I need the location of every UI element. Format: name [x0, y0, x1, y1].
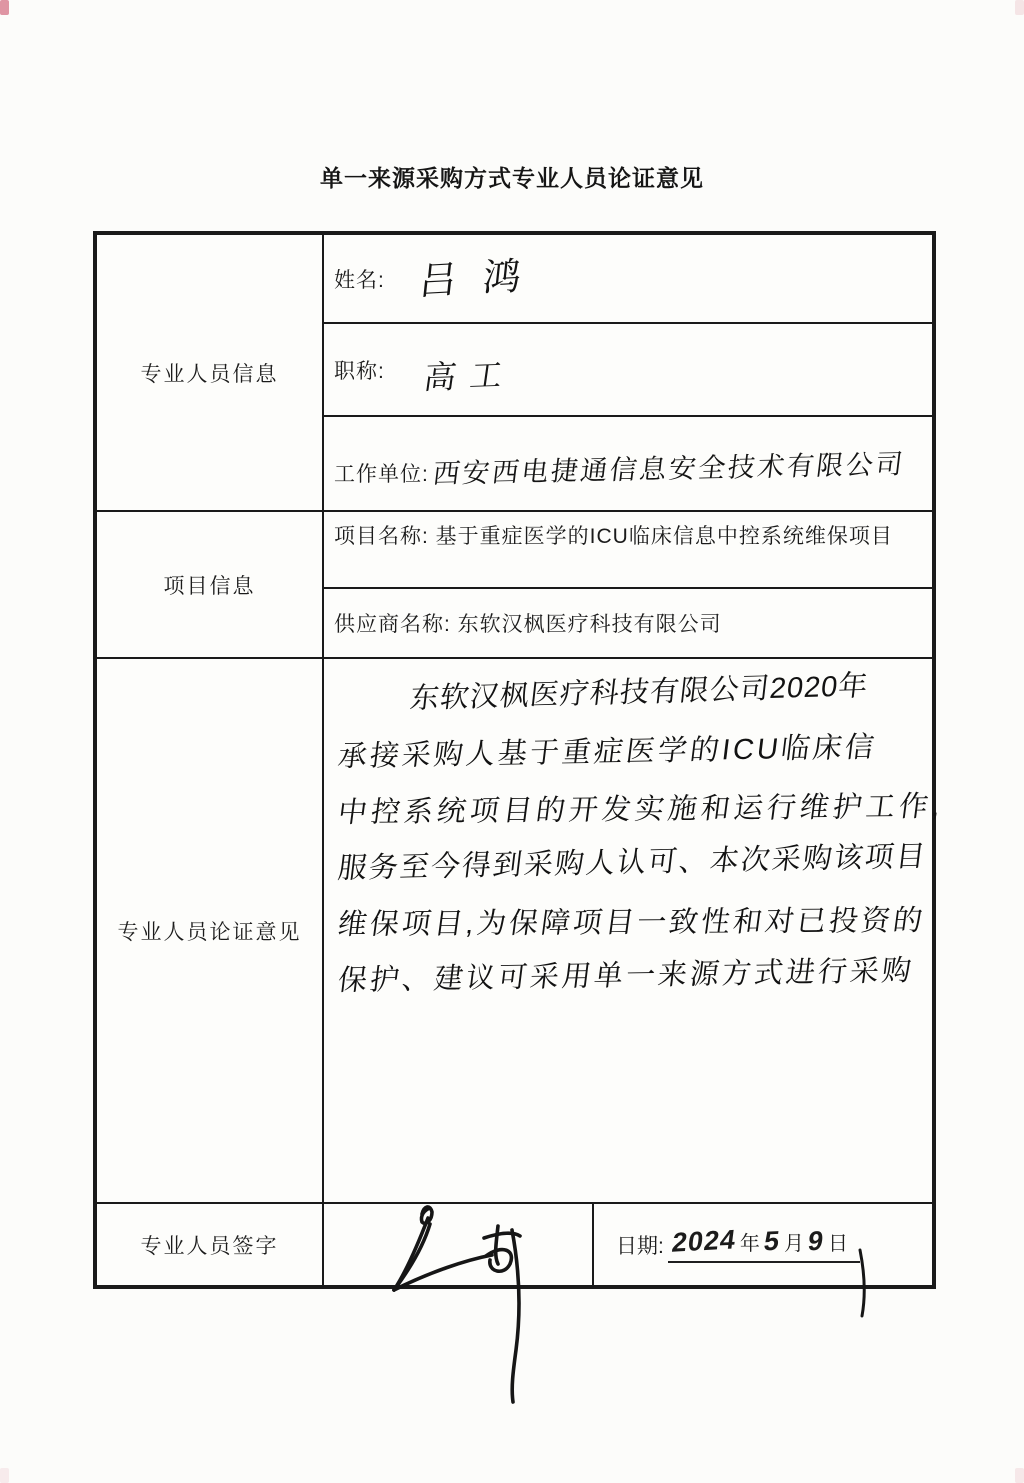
scan-corner-mark-bottom-left — [0, 1468, 9, 1483]
scan-corner-mark-top-right — [1015, 0, 1024, 15]
workunit-field-handwritten-value: 西安西电捷通信息安全技术有限公司 — [431, 449, 907, 489]
name-field-handwritten-value: 吕鸿 — [416, 254, 549, 304]
verification-form-table — [93, 231, 947, 1289]
scan-corner-mark-bottom-right — [1015, 1468, 1024, 1483]
opinion-handwritten-text — [323, 658, 947, 1203]
title-field-label: 职称: — [334, 359, 385, 383]
opinion-line: 承接采购人基于重症医学的ICU临床信 — [336, 731, 879, 774]
scan-corner-mark-top-left — [0, 0, 9, 15]
opinion-line: 保护、建议可采用单一来源方式进行采购 — [336, 954, 916, 998]
date-year-suffix: 年 — [739, 1233, 760, 1255]
date-day-handwritten: 9 — [806, 1225, 826, 1257]
name-field-cell — [323, 234, 933, 323]
title-field-cell — [323, 323, 933, 416]
project-section-label: 项目信息 — [96, 511, 323, 658]
opinion-line: 中控系统项目的开发实施和运行维护工作, — [335, 790, 947, 830]
opinion-line: 东软汉枫医疗科技有限公司2020年 — [408, 670, 871, 716]
workunit-field-label: 工作单位: — [334, 463, 429, 486]
project-name-cell: 项目名称: 基于重症医学的ICU临床信息中控系统维保项目 — [323, 511, 933, 588]
date-cell — [593, 1203, 933, 1286]
opinion-section-label: 专业人员论证意见 — [96, 658, 323, 1203]
date-label: 日期: — [616, 1234, 664, 1258]
personnel-section-label: 专业人员信息 — [96, 234, 323, 511]
date-underline-group — [668, 1226, 860, 1263]
signature-cell — [323, 1203, 593, 1286]
date-year-handwritten: 2024 — [670, 1224, 738, 1258]
date-day-suffix: 日 — [827, 1233, 848, 1255]
signature-section-label: 专业人员签字 — [96, 1203, 323, 1286]
opinion-line: 维保项目,为保障项目一致性和对已投资的 — [335, 904, 928, 942]
date-month-handwritten: 5 — [762, 1225, 782, 1257]
opinion-line: 服务至今得到采购人认可、本次采购该项目 — [336, 840, 929, 886]
page-title: 单一来源采购方式专业人员论证意见 — [320, 165, 704, 191]
date-month-suffix: 月 — [783, 1233, 804, 1255]
supplier-name-cell: 供应商名称: 东软汉枫医疗科技有限公司 — [323, 588, 933, 658]
title-field-handwritten-value: 高工 — [421, 355, 519, 396]
name-field-label: 姓名: — [334, 268, 385, 292]
handwritten-signature — [372, 1200, 612, 1410]
workunit-field-cell — [323, 416, 933, 511]
